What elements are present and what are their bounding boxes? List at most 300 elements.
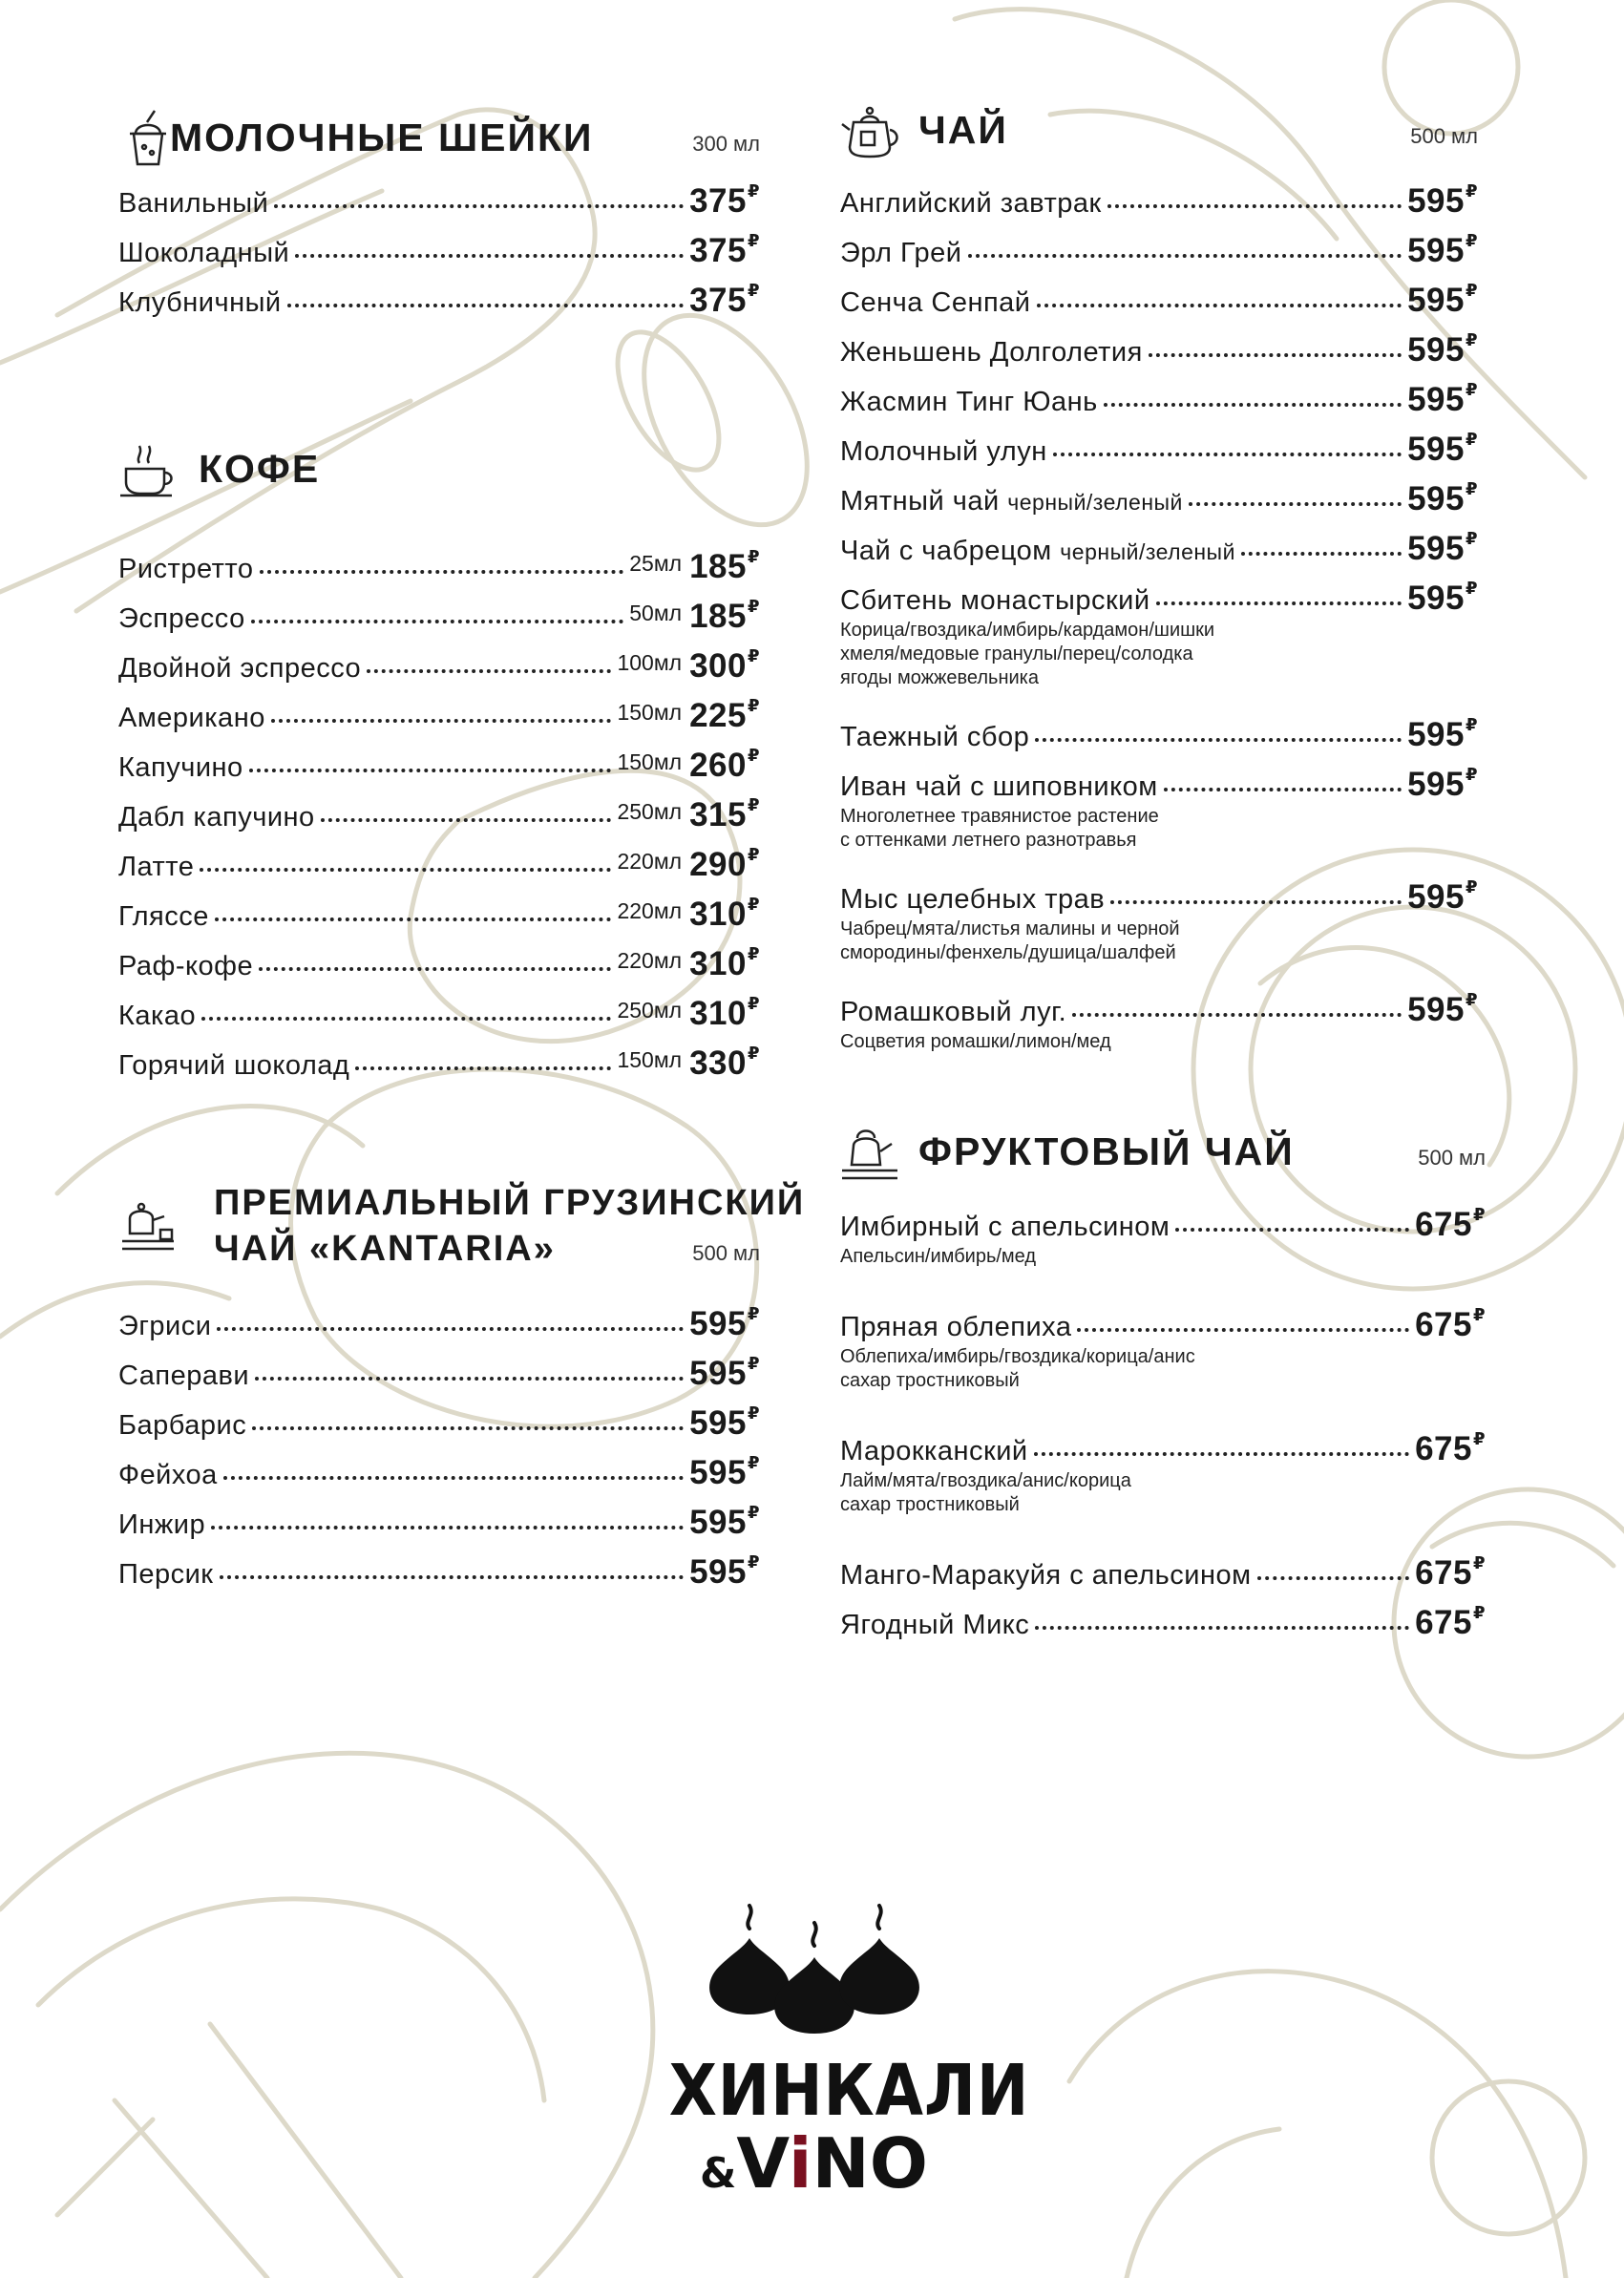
- item-price: [689, 1404, 760, 1443]
- milkshakes-list: [118, 170, 760, 319]
- dot-leader: [1110, 900, 1402, 904]
- ruble-sign: ₽: [1465, 280, 1478, 300]
- menu-item: [840, 704, 1478, 753]
- menu-item-row: [840, 170, 1478, 220]
- item-name-text: Клубничный: [118, 287, 282, 318]
- item-price-value: 675: [1415, 1603, 1472, 1641]
- item-name: [840, 486, 1183, 517]
- item-variant: черный/зеленый: [1007, 490, 1183, 515]
- menu-item: [118, 536, 760, 585]
- item-price-value: 595: [1407, 181, 1465, 220]
- dot-leader: [1104, 403, 1402, 407]
- item-price-value: 595: [1407, 715, 1465, 753]
- menu-item: [118, 170, 760, 220]
- item-price: [689, 1355, 760, 1393]
- item-name: [118, 1460, 218, 1491]
- menu-item-row: [118, 933, 760, 982]
- menu-item-row: [118, 883, 760, 933]
- dot-leader: [220, 1575, 685, 1579]
- item-volume: 220мл: [617, 849, 683, 874]
- item-volume: 100мл: [617, 650, 683, 675]
- item-name: [840, 188, 1102, 220]
- dot-leader: [321, 818, 612, 822]
- menu-item-row: [840, 319, 1478, 369]
- item-description: [840, 1245, 1486, 1269]
- item-name-text: Саперави: [118, 1360, 250, 1391]
- item-name-text: Какао: [118, 1001, 197, 1031]
- item-name: [118, 653, 361, 685]
- item-name-text: Таежный сбор: [840, 722, 1030, 752]
- item-price: [1407, 331, 1478, 369]
- menu-item: [840, 269, 1478, 319]
- menu-item-row: [118, 833, 760, 883]
- item-price: [689, 182, 760, 221]
- menu-item-row: [840, 866, 1478, 916]
- menu-item-row: [840, 1294, 1486, 1343]
- item-name: [118, 1311, 211, 1342]
- ruble-sign: ₽: [747, 1403, 760, 1423]
- dot-leader: [249, 769, 612, 772]
- item-price-value: 185: [689, 597, 747, 635]
- menu-item-row: [118, 585, 760, 635]
- dot-leader: [274, 204, 684, 208]
- item-description-line: хмеля/медовые гранулы/перец/солодка: [840, 643, 1193, 664]
- section-title: МОЛОЧНЫЕ ШЕЙКИ: [170, 116, 594, 159]
- item-price-value: 290: [689, 845, 747, 883]
- ruble-sign: ₽: [747, 1353, 760, 1373]
- item-name: [840, 585, 1150, 617]
- item-name: [118, 1001, 196, 1032]
- item-name-text: Фейхоа: [118, 1460, 218, 1490]
- item-name-text: Пряная облепиха: [840, 1312, 1072, 1342]
- ruble-sign: ₽: [747, 596, 760, 616]
- ruble-sign: ₽: [1465, 989, 1478, 1009]
- item-name-text: Капучино: [118, 752, 243, 783]
- item-name: [840, 884, 1105, 916]
- item-volume: 150мл: [617, 749, 683, 774]
- item-name: [118, 188, 268, 220]
- item-price-value: 595: [689, 1453, 747, 1491]
- menu-item: [118, 685, 760, 734]
- item-name-text: Дабл капучино: [118, 802, 315, 833]
- item-price-value: 310: [689, 944, 747, 982]
- menu-item: [118, 1541, 760, 1591]
- ruble-sign: ₽: [747, 546, 760, 566]
- ruble-sign: ₽: [1465, 876, 1478, 896]
- ruble-sign: ₽: [1465, 379, 1478, 399]
- menu-item: [840, 1294, 1486, 1393]
- item-description-line: смородины/фенхель/душица/шалфей: [840, 942, 1176, 963]
- item-volume: 250мл: [617, 998, 683, 1023]
- ruble-sign: ₽: [747, 230, 760, 250]
- kettle-icon: [840, 1123, 899, 1182]
- menu-item-row: [118, 685, 760, 734]
- item-price: [689, 1454, 760, 1492]
- menu-item: [840, 418, 1478, 468]
- dot-leader: [223, 1476, 684, 1480]
- ruble-sign: ₽: [1465, 764, 1478, 784]
- item-name-text: Эрл Грей: [840, 238, 962, 268]
- tea-set-icon: [118, 1195, 178, 1255]
- item-name-text: Эгриси: [118, 1311, 212, 1341]
- item-name-text: Жасмин Тинг Юань: [840, 387, 1098, 417]
- menu-item: [840, 866, 1478, 965]
- menu-item-row: [118, 982, 760, 1032]
- item-price: [1407, 431, 1478, 469]
- dot-leader: [255, 1377, 684, 1381]
- item-name: [840, 1560, 1252, 1592]
- item-name: [840, 238, 962, 269]
- item-price: [1407, 991, 1478, 1029]
- logo-ampersand: &: [700, 2149, 737, 2198]
- item-name: [118, 1050, 349, 1082]
- menu-item-row: [118, 1491, 760, 1541]
- ruble-sign: ₽: [747, 794, 760, 814]
- ruble-sign: ₽: [1472, 1204, 1486, 1224]
- restaurant-logo: [649, 1900, 1030, 2204]
- menu-item: [118, 1491, 760, 1541]
- tea-section: [840, 95, 1478, 1054]
- item-name-text: Ромашковый луг.: [840, 997, 1067, 1027]
- item-price: [1407, 766, 1478, 804]
- item-price: [689, 1305, 760, 1343]
- item-name: [840, 1312, 1071, 1343]
- item-description-line: Многолетнее травянистое растение: [840, 806, 1159, 827]
- menu-item-row: [118, 635, 760, 685]
- menu-item-row: [840, 753, 1478, 803]
- menu-item-row: [840, 418, 1478, 468]
- item-price-value: 675: [1415, 1205, 1472, 1243]
- item-price-value: 375: [689, 281, 747, 319]
- dot-leader: [1035, 738, 1402, 742]
- section-title: КОФЕ: [199, 447, 321, 491]
- item-price-value: 595: [1407, 529, 1465, 567]
- item-description: [840, 1469, 1486, 1517]
- logo-v: V: [736, 2123, 789, 2204]
- item-name: [118, 703, 265, 734]
- menu-item-row: [118, 1032, 760, 1082]
- item-variant: черный/зеленый: [1060, 539, 1235, 564]
- dot-leader: [252, 1426, 684, 1430]
- item-name: [118, 901, 209, 933]
- menu-item-row: [840, 1418, 1486, 1467]
- item-name: [840, 436, 1047, 468]
- item-volume: 220мл: [617, 948, 683, 973]
- item-price-value: 185: [689, 547, 747, 585]
- menu-item: [118, 1032, 760, 1082]
- item-name: [840, 337, 1143, 369]
- item-name-text: Ристретто: [118, 554, 254, 584]
- georgian-tea-list: [118, 1293, 760, 1591]
- item-name: [840, 1610, 1029, 1641]
- dot-leader: [215, 918, 612, 921]
- item-name-text: Американо: [118, 703, 265, 733]
- item-name-text: Иван чай с шиповником: [840, 771, 1158, 802]
- item-volume: 150мл: [617, 1047, 683, 1072]
- item-price: [689, 1044, 760, 1083]
- ruble-sign: ₽: [1465, 528, 1478, 548]
- item-price-value: 675: [1415, 1305, 1472, 1343]
- item-name-text: Раф-кофе: [118, 951, 254, 981]
- section-title-line1: ПРЕМИАЛЬНЫЙ ГРУЗИНСКИЙ: [214, 1183, 806, 1223]
- menu-item: [118, 734, 760, 784]
- milkshakes-section: [118, 103, 760, 319]
- item-price: [1407, 580, 1478, 618]
- item-price: [689, 896, 760, 934]
- dot-leader: [260, 570, 624, 574]
- item-price-value: 595: [689, 1403, 747, 1442]
- dot-leader: [251, 620, 623, 623]
- item-name: [840, 1436, 1028, 1467]
- dot-leader: [968, 254, 1403, 258]
- item-price-value: 260: [689, 746, 747, 784]
- dot-leader: [1257, 1576, 1410, 1580]
- item-price-value: 595: [1407, 231, 1465, 269]
- dot-leader: [1164, 788, 1402, 791]
- fruit-tea-list: [840, 1193, 1486, 1641]
- ruble-sign: ₽: [747, 894, 760, 914]
- item-price: [689, 747, 760, 785]
- ruble-sign: ₽: [747, 745, 760, 765]
- dot-leader: [1034, 1452, 1409, 1456]
- ruble-sign: ₽: [747, 943, 760, 963]
- dot-leader: [211, 1526, 684, 1529]
- item-name: [840, 771, 1158, 803]
- item-name-text: Женьшень Долголетия: [840, 337, 1143, 368]
- item-description-line: с оттенками летнего разнотравья: [840, 830, 1137, 851]
- item-name-text: Персик: [118, 1559, 214, 1590]
- item-price-value: 595: [689, 1552, 747, 1591]
- item-name: [118, 802, 315, 833]
- menu-item: [840, 468, 1478, 517]
- coffee-list: [118, 536, 760, 1082]
- item-price: [1407, 282, 1478, 320]
- ruble-sign: ₽: [747, 1303, 760, 1323]
- item-price-value: 375: [689, 231, 747, 269]
- item-price: [1415, 1306, 1486, 1344]
- item-price: [689, 1504, 760, 1542]
- menu-item-row: [118, 1541, 760, 1591]
- logo-wine-i: i: [788, 2123, 812, 2204]
- item-description: [840, 1030, 1478, 1054]
- item-price: [1407, 232, 1478, 270]
- item-description: [840, 1345, 1486, 1393]
- item-name-text: Гляссе: [118, 901, 209, 932]
- item-price: [689, 282, 760, 320]
- item-name-text: Ягодный Микс: [840, 1610, 1030, 1640]
- section-title: ЧАЙ: [918, 108, 1008, 152]
- item-name-text: Сенча Сенпай: [840, 287, 1031, 318]
- dot-leader: [295, 254, 684, 258]
- menu-item-row: [840, 1542, 1486, 1592]
- item-description-line: Соцветия ромашки/лимон/мед: [840, 1031, 1111, 1052]
- item-price: [1407, 716, 1478, 754]
- dot-leader: [1053, 453, 1402, 456]
- item-price: [1407, 480, 1478, 518]
- item-name-text: Марокканский: [840, 1436, 1028, 1466]
- item-name-text: Двойной эспрессо: [118, 653, 362, 684]
- item-price: [689, 796, 760, 834]
- menu-item-row: [840, 517, 1478, 567]
- item-name: [118, 1410, 246, 1442]
- item-description-line: Чабрец/мята/листья малины и черной: [840, 918, 1180, 939]
- item-name: [840, 387, 1098, 418]
- ruble-sign: ₽: [1465, 714, 1478, 734]
- menu-item-row: [118, 220, 760, 269]
- item-description: [840, 918, 1478, 965]
- menu-item-row: [840, 468, 1478, 517]
- menu-item: [118, 982, 760, 1032]
- item-price-value: 675: [1415, 1553, 1472, 1592]
- item-description: [840, 619, 1478, 690]
- fruit-tea-section: [840, 1117, 1486, 1641]
- item-description-line: Апельсин/имбирь/мед: [840, 1246, 1037, 1267]
- menu-item-row: [840, 220, 1478, 269]
- ruble-sign: ₽: [1472, 1304, 1486, 1324]
- section-volume: 300 мл: [692, 132, 760, 156]
- item-name-text: Сбитень монастырский: [840, 585, 1150, 616]
- item-price: [689, 548, 760, 586]
- item-price: [1407, 381, 1478, 419]
- item-price-value: 595: [1407, 330, 1465, 369]
- item-name-text: Молочный улун: [840, 436, 1047, 467]
- item-name-text: Ванильный: [118, 188, 269, 219]
- menu-item: [118, 784, 760, 833]
- item-name: [118, 951, 253, 982]
- ruble-sign: ₽: [1465, 429, 1478, 449]
- ruble-sign: ₽: [1472, 1602, 1486, 1622]
- item-price: [1415, 1206, 1486, 1244]
- ruble-sign: ₽: [747, 695, 760, 715]
- item-price: [1415, 1554, 1486, 1592]
- item-price: [689, 697, 760, 735]
- menu-item: [840, 753, 1478, 853]
- item-price: [1415, 1604, 1486, 1642]
- menu-item: [840, 1193, 1486, 1269]
- georgian-tea-section: [118, 1174, 806, 1591]
- item-description: [840, 805, 1478, 853]
- item-name-text: Шоколадный: [118, 238, 290, 268]
- dot-leader: [1175, 1228, 1409, 1232]
- item-price: [1407, 530, 1478, 568]
- ruble-sign: ₽: [747, 1551, 760, 1571]
- item-name: [840, 287, 1031, 319]
- item-name: [118, 1559, 214, 1591]
- milkshake-icon: [118, 109, 178, 168]
- section-title: ФРУКТОВЫЙ ЧАЙ: [918, 1129, 1295, 1173]
- menu-item: [118, 585, 760, 635]
- dot-leader: [1149, 353, 1402, 357]
- dot-leader: [1241, 552, 1402, 556]
- menu-item: [118, 833, 760, 883]
- menu-item: [840, 567, 1478, 690]
- menu-item: [118, 1442, 760, 1491]
- menu-item-row: [118, 1293, 760, 1342]
- item-price: [1407, 182, 1478, 221]
- item-description-line: сахар тростниковый: [840, 1494, 1020, 1515]
- ruble-sign: ₽: [1465, 230, 1478, 250]
- item-price-value: 375: [689, 181, 747, 220]
- item-price: [689, 647, 760, 686]
- menu-item-row: [840, 704, 1478, 753]
- item-price-value: 310: [689, 994, 747, 1032]
- item-price-value: 595: [1407, 877, 1465, 916]
- item-name-text: Барбарис: [118, 1410, 247, 1441]
- item-price-value: 595: [1407, 281, 1465, 319]
- item-price-value: 595: [1407, 765, 1465, 803]
- ruble-sign: ₽: [747, 844, 760, 864]
- dot-leader: [1156, 601, 1402, 605]
- ruble-sign: ₽: [1465, 329, 1478, 349]
- menu-item: [840, 517, 1478, 567]
- item-price-value: 300: [689, 646, 747, 685]
- section-volume: 500 мл: [1418, 1146, 1486, 1170]
- ruble-sign: ₽: [747, 1502, 760, 1522]
- item-name: [118, 603, 245, 635]
- coffee-cup-icon: [118, 440, 178, 499]
- item-description-line: ягоды можжевельника: [840, 667, 1039, 688]
- item-price-value: 595: [1407, 430, 1465, 468]
- item-price-value: 315: [689, 795, 747, 833]
- menu-item-row: [118, 170, 760, 220]
- item-price: [689, 945, 760, 983]
- item-price: [1415, 1430, 1486, 1468]
- dot-leader: [1037, 304, 1403, 307]
- menu-item: [840, 1592, 1486, 1641]
- item-price-value: 595: [1407, 479, 1465, 517]
- dot-leader: [287, 304, 684, 307]
- menu-item-row: [840, 1193, 1486, 1243]
- menu-item: [118, 1342, 760, 1392]
- item-price-value: 595: [1407, 380, 1465, 418]
- ruble-sign: ₽: [1472, 1552, 1486, 1572]
- item-name-text: Латте: [118, 852, 195, 882]
- logo-wordmark: ХИНКАЛИ: [668, 2050, 1030, 2132]
- item-name-text: Мятный чай: [840, 486, 1000, 517]
- ruble-sign: ₽: [747, 993, 760, 1013]
- logo-wordmark-vino: [649, 2123, 979, 2204]
- khinkali-logo-icon: [690, 1900, 939, 2043]
- item-name: [118, 852, 194, 883]
- section-volume: 500 мл: [1410, 124, 1478, 148]
- item-name-text: Мыс целебных трав: [840, 884, 1106, 915]
- item-name: [118, 554, 254, 585]
- dot-leader: [271, 719, 612, 723]
- ruble-sign: ₽: [1465, 478, 1478, 498]
- item-name-text: Имбирный с апельсином: [840, 1212, 1171, 1242]
- item-price-value: 310: [689, 895, 747, 933]
- menu-item: [840, 979, 1478, 1054]
- item-name: [118, 238, 289, 269]
- item-name: [840, 1212, 1170, 1243]
- dot-leader: [217, 1327, 684, 1331]
- item-name-text: Горячий шоколад: [118, 1050, 350, 1081]
- item-volume: 50мл: [629, 601, 683, 625]
- ruble-sign: ₽: [747, 645, 760, 665]
- dot-leader: [367, 669, 611, 673]
- item-name: [118, 752, 243, 784]
- ruble-sign: ₽: [747, 280, 760, 300]
- ruble-sign: ₽: [747, 180, 760, 200]
- item-price-value: 595: [689, 1304, 747, 1342]
- ruble-sign: ₽: [747, 1043, 760, 1063]
- menu-item-row: [118, 734, 760, 784]
- section-title-line2: ЧАЙ «KANTARIA»: [214, 1229, 556, 1269]
- menu-item: [840, 369, 1478, 418]
- item-price-value: 595: [689, 1503, 747, 1541]
- menu-item-row: [840, 369, 1478, 418]
- item-description-line: Лайм/мята/гвоздика/анис/корица: [840, 1470, 1131, 1491]
